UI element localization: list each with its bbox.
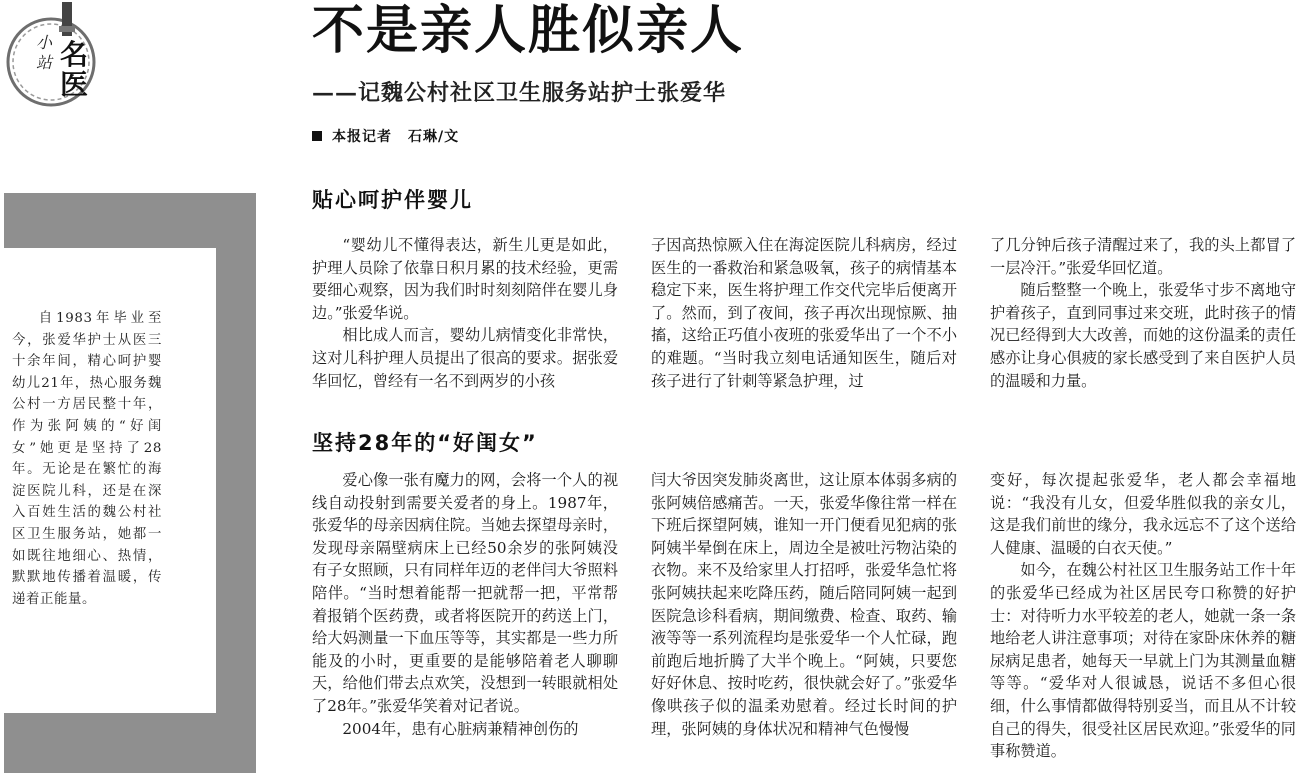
section1-column-3 — [990, 234, 1296, 392]
paragraph: 子因高热惊厥入住在海淀医院儿科病房，经过医生的一番救治和紧急吸氧，孩子的病情基本稳定下来，医生将护理工作交代完毕后便离开了。然而，到了夜间，孩子再次出现惊厥、抽搐，这给正巧值小夜班的张爱华出了一个不小的难题。“当时我立刻电话通知医生，随后对孩子进行了针刺等紧急护理，过 — [651, 236, 957, 390]
svg-text:医: 医 — [60, 68, 89, 101]
paragraph: 变好，每次提起张爱华，老人都会幸福地说：“我没有儿女，但爱华胜似我的亲女儿，这是我们前世的缘分，我永远忘不了这个送给人健康、温暖的白衣天使。” — [990, 471, 1296, 557]
section-heading-2: 坚持28年的“好闺女” — [312, 431, 538, 455]
paragraph: 闫大爷因突发肺炎离世，这让原本体弱多病的张阿姨倍感痛苦。一天，张爱华像往常一样在下班后探望阿姨，谁知一开门便看见犯病的张阿姨半晕倒在床上，周边全是被吐污物沾染的衣物。来不及给家里人打招呼，张爱华急忙将张阿姨扶起来吃降压药，随后陪同阿姨一起到医院急诊科看病，期间缴费、检查、取药、输液等等一系列流程均是张爱华一个人忙碌，跑前跑后地折腾了大半个晚上。“阿姨，只要您好好休息、按时吃药，很快就会好了。”张爱华像哄孩子似的温柔劝慰着。经过长时间的护理，张阿姨的身体状况和精神气色慢慢 — [651, 471, 957, 738]
svg-text:名: 名 — [60, 38, 89, 71]
section2-column-3 — [990, 469, 1296, 763]
byline-square-icon — [312, 131, 322, 141]
paragraph: 爱心像一张有魔力的网，会将一个人的视线自动投射到需要关爱者的身上。1987年，张爱华的母亲因病住院。当她去探望母亲时，发现母亲隔壁病床上已经50余岁的张阿姨没有子女照顾，只有同样年迈的老伴闫大爷照料陪伴。“当时想着能帮一把就帮一把，平常帮着报销个医药费，或者将医院开的药送上门，给大妈测量一下血压等等，其实都是一些力所能及的小时，更重要的是能够陪着老人聊聊天，给他们带去点欢笑，没想到一转眼就相处了28年。”张爱华笑着对记者说。 — [312, 471, 618, 715]
paragraph: 2004年，患有心脏病兼精神创伤的 — [342, 719, 579, 738]
section1-column-2 — [651, 234, 957, 392]
paragraph: 随后整整一个晚上，张爱华寸步不离地守护着孩子，直到同事过来交班，此时孩子的情况已经得到大大改善，而她的这份温柔的责任感亦让身心俱疲的家长感受到了来自医护人员的温暖和力量。 — [990, 281, 1296, 390]
sidebar-summary: 自1983年毕业至今，张爱华护士从医三十余年间，精心呵护婴幼儿21年，热心服务魏公村一方居民整十年，作为张阿姨的“好闺女”她更是坚持了28年。无论是在繁忙的海淀医院儿科，还是在深入百姓生活的魏公村社区卫生服务站，她都一如既往地细心、热情，默默地传播着温暖，传递着正能量。 — [12, 311, 162, 607]
article-subtitle: ——记魏公村社区卫生服务站护士张爱华 — [312, 80, 727, 106]
byline-author: 石琳/文 — [408, 129, 460, 145]
byline — [312, 126, 459, 146]
seal-graphic — [4, 2, 98, 114]
paragraph: 了几分钟后孩子清醒过来了，我的头上都冒了一层冷汗。”张爱华回忆道。 — [990, 236, 1296, 277]
column-seal-logo — [4, 2, 98, 114]
section-heading-1: 贴心呵护伴婴儿 — [312, 188, 473, 212]
paragraph: “婴幼儿不懂得表达，新生儿更是如此，护理人员除了依靠日积月累的技术经验，更需要细心观察，因为我们时时刻刻陪伴在婴儿身边。”张爱华说。 — [312, 236, 618, 322]
svg-text:站: 站 — [36, 53, 53, 72]
section1-column-1 — [312, 234, 618, 392]
sidebar-panel — [4, 248, 216, 713]
byline-role: 本报记者 — [332, 129, 392, 145]
article-title: 不是亲人胜似亲人 — [312, 0, 745, 61]
section2-column-1 — [312, 469, 618, 740]
paragraph: 如今，在魏公村社区卫生服务站工作十年的张爱华已经成为社区居民夸口称赞的好护士：对待听力水平较差的老人，她就一条一条地给老人讲注意事项；对待在家卧床休养的糖尿病足患者，她每天一早就上门为其测量血糖等等。“爱华对人很诚恳，说话不多但心很细，什么事情都做得特别妥当，而且从不计较自己的得失，很受社区居民欢迎。”张爱华的同事称赞道。 — [990, 561, 1296, 761]
section2-column-2 — [651, 469, 957, 740]
svg-text:小: 小 — [36, 33, 53, 52]
sidebar-frame — [4, 193, 256, 773]
paragraph: 相比成人而言，婴幼儿病情变化非常快，这对儿科护理人员提出了很高的要求。据张爱华回忆，曾经有一名不到两岁的小孩 — [312, 326, 618, 390]
